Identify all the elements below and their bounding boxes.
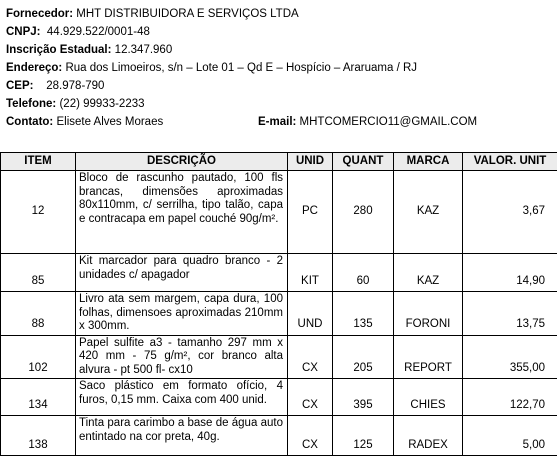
cell-descricao: Bloco de rascunho pautado, 100 fls brancas, dimensões aproximadas 80x110mm, c/ serrilha, tipo talão, capa e contracapa em papel couché 90g/m². — [76, 171, 288, 254]
cell-descricao: Tinta para carimbo a base de água auto entintado na cor preta, 40g. — [76, 416, 288, 456]
cell-marca: REPORT — [394, 335, 463, 379]
cell-marca: RADEX — [394, 416, 463, 456]
cell-unid: PC — [288, 171, 333, 254]
header-unid: UNID — [288, 153, 333, 171]
cnpj-line — [6, 24, 150, 40]
table-row — [1, 335, 557, 379]
cell-marca: KAZ — [394, 171, 463, 254]
cep-label: CEP: — [6, 80, 33, 92]
cell-item: 12 — [1, 171, 76, 254]
supplier-info — [0, 0, 557, 152]
cell-unid: UND — [288, 292, 333, 336]
cell-valor: 122,70 — [463, 379, 557, 416]
header-descricao: DESCRIÇÃO — [76, 153, 288, 171]
cell-quant: 395 — [333, 379, 394, 416]
header-valor-unit: VALOR. UNIT — [463, 153, 557, 171]
cell-quant: 60 — [333, 254, 394, 292]
header-marca: MARCA — [394, 153, 463, 171]
cell-valor: 14,90 — [463, 254, 557, 292]
endereco-value: Rua dos Limoeiros, s/n – Lote 01 – Qd E – Hospício – Araruama / RJ — [65, 62, 417, 74]
cell-marca: CHIES — [394, 379, 463, 416]
contato-label: Contato: — [6, 116, 53, 128]
fornecedor-label: Fornecedor: — [6, 8, 73, 20]
telefone-line — [6, 96, 145, 112]
telefone-label: Telefone: — [6, 98, 56, 110]
cep-line — [6, 78, 104, 94]
email-line — [258, 114, 477, 130]
cell-valor: 355,00 — [463, 335, 557, 379]
table-row — [1, 379, 557, 416]
cell-valor: 5,00 — [463, 416, 557, 456]
table-row — [1, 292, 557, 336]
contato-value: Elisete Alves Moraes — [56, 116, 163, 128]
header-quant: QUANT — [333, 153, 394, 171]
cell-quant: 125 — [333, 416, 394, 456]
fornecedor-line — [6, 6, 299, 22]
header-item: ITEM — [1, 153, 76, 171]
cell-quant: 135 — [333, 292, 394, 336]
cell-quant: 205 — [333, 335, 394, 379]
cell-unid: KIT — [288, 254, 333, 292]
cell-valor: 13,75 — [463, 292, 557, 336]
cep-value: 28.978-790 — [46, 80, 104, 92]
cell-descricao: Saco plástico em formato ofício, 4 furos, 0,15 mm. Caixa com 400 unid. — [76, 379, 288, 416]
telefone-value: (22) 99933-2233 — [59, 98, 144, 110]
table-row — [1, 254, 557, 292]
cell-unid: CX — [288, 416, 333, 456]
cell-marca: FORONI — [394, 292, 463, 336]
cell-unid: CX — [288, 379, 333, 416]
ie-label: Inscrição Estadual: — [6, 44, 111, 56]
cell-item: 134 — [1, 379, 76, 416]
cell-item: 102 — [1, 335, 76, 379]
cnpj-label: CNPJ: — [6, 26, 41, 38]
endereco-line — [6, 60, 417, 76]
email-value: MHTCOMERCIO11@GMAIL.COM — [300, 116, 478, 128]
cell-valor: 3,67 — [463, 171, 557, 254]
contato-line — [6, 114, 163, 130]
cell-item: 88 — [1, 292, 76, 336]
table-header-row — [1, 153, 557, 171]
ie-value: 12.347.960 — [115, 44, 173, 56]
cell-quant: 280 — [333, 171, 394, 254]
endereco-label: Endereço: — [6, 62, 62, 74]
table-row — [1, 171, 557, 254]
cell-unid: CX — [288, 335, 333, 379]
cell-item: 85 — [1, 254, 76, 292]
cell-descricao: Kit marcador para quadro branco - 2 unidades c/ apagador — [76, 254, 288, 292]
table-row — [1, 416, 557, 456]
email-label: E-mail: — [258, 116, 296, 128]
cell-descricao: Papel sulfite a3 - tamanho 297 mm x 420 mm - 75 g/m², cor branco alta alvura - pt 500 fl- cx10 — [76, 335, 288, 379]
ie-line — [6, 42, 172, 58]
items-table — [0, 152, 557, 456]
fornecedor-value: MHT DISTRIBUIDORA E SERVIÇOS LTDA — [76, 8, 298, 20]
cell-marca: KAZ — [394, 254, 463, 292]
cnpj-value: 44.929.522/0001-48 — [47, 26, 150, 38]
cell-item: 138 — [1, 416, 76, 456]
cell-descricao: Livro ata sem margem, capa dura, 100 folhas, dimensoes aproximadas 210mm x 300mm. — [76, 292, 288, 336]
